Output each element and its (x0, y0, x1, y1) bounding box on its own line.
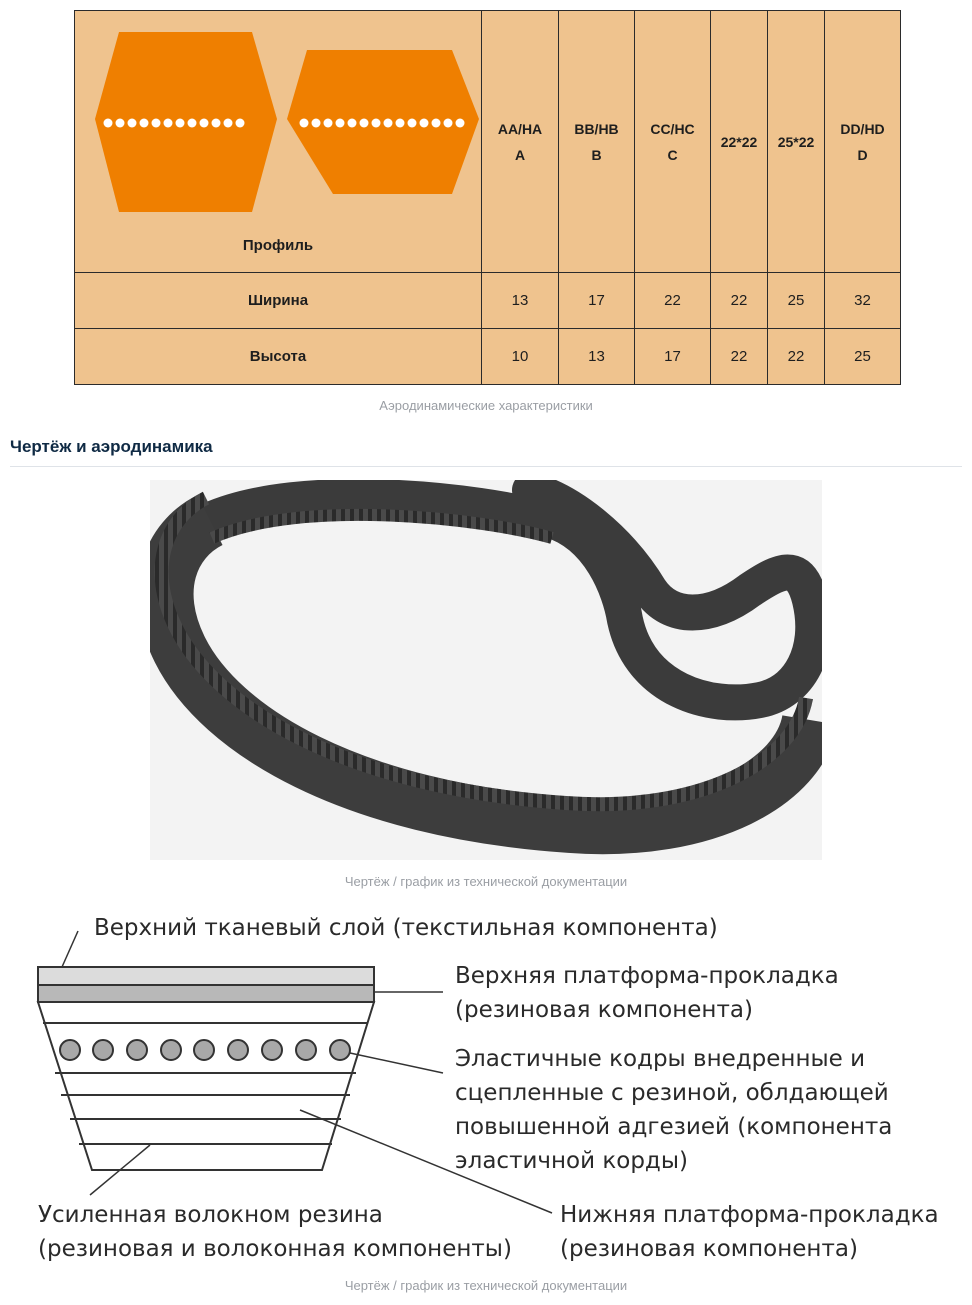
table-cell: 22 (711, 329, 768, 385)
column-header: AA/HA A (482, 11, 559, 273)
label-upper-pad: Верхняя платформа-прокладка (455, 963, 839, 989)
label-cords: Эластичные кодры внедренные и (455, 1046, 866, 1072)
table-cell: 17 (635, 329, 711, 385)
label-upper-pad-sub: (резиновая компонента) (455, 997, 753, 1023)
table-header-row (75, 11, 901, 273)
column-header: 25*22 (768, 11, 825, 273)
table-caption: Аэродинамические характеристики (379, 398, 593, 413)
label-top-fabric: Верхний тканевый слой (текстильная компонента) (94, 915, 718, 941)
column-header: DD/HD D (825, 11, 901, 273)
section-title: Чертёж и аэродинамика (10, 437, 213, 456)
label-lower-pad-sub: (резиновая компонента) (560, 1236, 858, 1262)
photo-caption: Чертёж / график из технической документации (344, 874, 628, 889)
table-cell: 10 (482, 329, 559, 385)
belt-profile-illustration (75, 11, 482, 272)
belt-cross-section-diagram (0, 895, 972, 1270)
row-label: Ширина (75, 273, 482, 329)
profile-header-cell (75, 11, 482, 273)
table-cell: 22 (768, 329, 825, 385)
belt-photo (150, 480, 822, 860)
row-label: Высота (75, 329, 482, 385)
label-cords: эластичной корды) (455, 1148, 688, 1174)
table-cell: 22 (711, 273, 768, 329)
table-cell: 13 (559, 329, 635, 385)
belt-spec-table (74, 10, 901, 385)
label-fiber-rubber: Усиленная волокном резина (38, 1202, 383, 1228)
table-row-height (75, 329, 901, 385)
label-lower-pad: Нижняя платформа-прокладка (560, 1202, 939, 1228)
top-fabric-layer (38, 967, 374, 985)
column-header: 22*22 (711, 11, 768, 273)
label-cords: сцепленные с резиной, облдающей (455, 1080, 889, 1106)
table-cell: 22 (635, 273, 711, 329)
profile-label: Профиль (242, 237, 314, 254)
label-cords: повышенной адгезией (компонента (455, 1114, 893, 1140)
table-cell: 25 (768, 273, 825, 329)
section-divider (10, 466, 962, 467)
column-header: CC/HC C (635, 11, 711, 273)
table-cell: 32 (825, 273, 901, 329)
label-fiber-rubber-sub: (резиновая и волоконная компоненты) (38, 1236, 512, 1262)
table-cell: 13 (482, 273, 559, 329)
diagram-caption: Чертёж / график из технической документации (344, 1278, 628, 1293)
table-cell: 25 (825, 329, 901, 385)
table-row-width (75, 273, 901, 329)
elastic-cords (60, 1040, 350, 1060)
upper-pad-layer (38, 985, 374, 1002)
table-cell: 17 (559, 273, 635, 329)
column-header: BB/HB B (559, 11, 635, 273)
